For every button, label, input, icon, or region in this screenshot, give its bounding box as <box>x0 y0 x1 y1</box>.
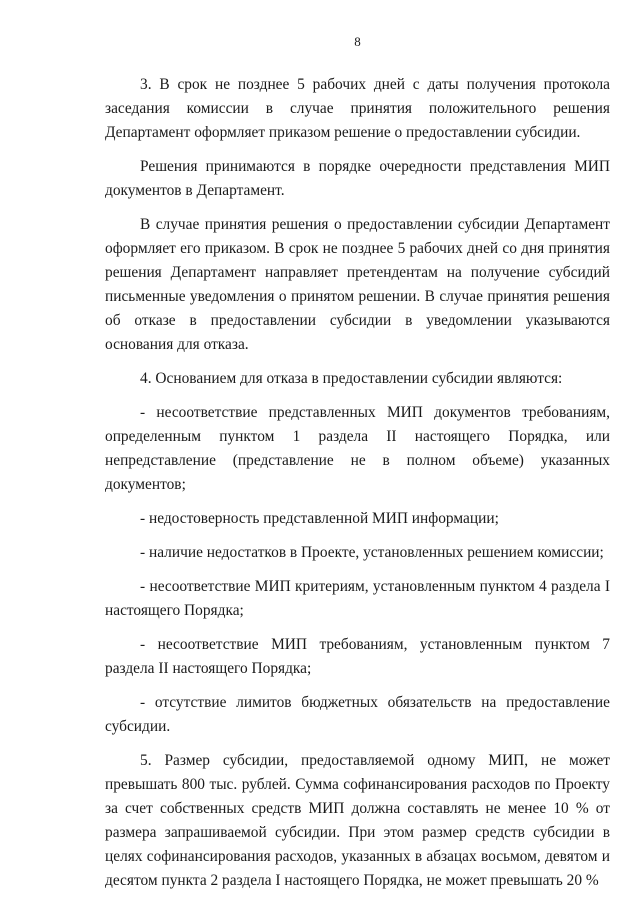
list-item-no-budget-limits: - отсутствие лимитов бюджетных обязательств на предоставление субсидии. <box>105 694 610 735</box>
list-item-document-mismatch: - несоответствие представленных МИП документов требованиям, определенным пунктом 1 раздела II настоящего Порядка, или непредставление (представление не в полном объеме) указанных документов; <box>105 404 610 493</box>
paragraph-3-decision-deadline: 3. В срок не позднее 5 рабочих дней с даты получения протокола заседания комиссии в случае принятия положительного решения Департамент оформляет приказом решение о предоставлении субсидии. <box>105 76 610 141</box>
paragraph-decision-order: Решения принимаются в порядке очередности представления МИП документов в Департамент. <box>105 158 610 199</box>
list-item-project-defects: - наличие недостатков в Проекте, установленных решением комиссии; <box>140 544 604 561</box>
paragraph-notification: В случае принятия решения о предоставлении субсидии Департамент оформляет его приказом. В срок не позднее 5 рабочих дней со дня принятия решения Департамент направляет претендентам на получение субсидий письменные уведомления о принятом решении. В случае принятия решения об отказе в предоставлении субсидии в уведомлении указываются основания для отказа. <box>105 216 610 353</box>
list-item-criteria-mismatch: - несоответствие МИП критериям, установленным пунктом 4 раздела I настоящего Порядка; <box>105 578 610 619</box>
paragraph-4-refusal-grounds: 4. Основанием для отказа в предоставлении субсидии являются: <box>140 370 563 387</box>
list-item-unreliable-info: - недостоверность представленной МИП информации; <box>140 510 499 527</box>
paragraph-5-subsidy-amount: 5. Размер субсидии, предоставляемой одному МИП, не может превышать 800 тыс. рублей. Сумма софинансирования расходов по Проекту за счет собственных средств МИП должна составлять не менее 10 % от размера запрашиваемой субсидии. При этом размер средств субсидии в целях софинансирования расходов, указанных в абзацах восьмом, девятом и десятом пункта 2 раздела I настоящего Порядка, не может превышать 20 % <box>105 752 610 889</box>
page-number: 8 <box>354 34 361 49</box>
list-item-requirements-mismatch: - несоответствие МИП требованиям, установленным пунктом 7 раздела II настоящего Порядка; <box>105 636 610 677</box>
